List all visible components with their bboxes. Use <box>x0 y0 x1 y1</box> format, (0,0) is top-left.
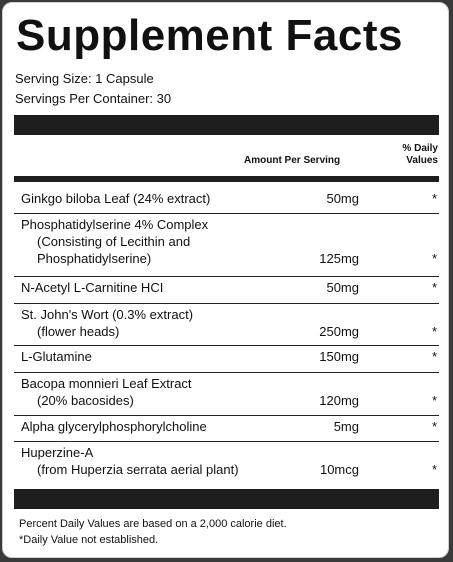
row-divider <box>14 345 439 346</box>
ingredient-amount: 10mcg <box>319 462 359 477</box>
ingredient-name-line: St. John's Wort (0.3% extract) <box>21 307 194 322</box>
row-divider <box>14 441 439 442</box>
bottom-thick-bar <box>14 489 439 509</box>
footnote-percent-dv: Percent Daily Values are based on a 2,000 calorie diet. <box>19 518 287 530</box>
ingredient-amount: 5mg <box>333 419 359 434</box>
ingredient-daily-value: * <box>431 393 437 408</box>
ingredient-amount: 150mg <box>319 349 359 364</box>
panel-title: Supplement Facts <box>16 11 403 60</box>
ingredient-row <box>14 375 439 418</box>
amount-per-serving-header: Amount Per Serving <box>244 155 341 166</box>
ingredient-amount: 50mg <box>326 280 359 295</box>
ingredient-name <box>21 306 193 340</box>
ingredient-name-line: Phosphatidylserine 4% Complex <box>21 217 209 232</box>
ingredient-name <box>21 375 192 409</box>
ingredient-amount: 120mg <box>319 393 359 408</box>
ingredient-name <box>21 348 92 365</box>
supplement-facts-panel <box>2 2 449 558</box>
ingredient-name-line: (flower heads) <box>37 324 120 339</box>
ingredient-row <box>14 279 439 306</box>
ingredient-name <box>21 444 239 478</box>
row-divider <box>14 303 439 304</box>
daily-values-header <box>402 143 438 167</box>
servings-per-container: Servings Per Container: 30 <box>15 91 172 106</box>
ingredient-name-line: (Consisting of Lecithin and <box>37 234 191 249</box>
ingredient-name-line: (from Huperzia serrata aerial plant) <box>37 462 239 477</box>
ingredient-name <box>21 279 163 296</box>
ingredient-amount: 250mg <box>319 324 359 339</box>
ingredient-daily-value: * <box>431 419 437 434</box>
ingredient-daily-value: * <box>431 324 437 339</box>
ingredient-daily-value: * <box>431 462 437 477</box>
footnote-dv-not-established: *Daily Value not established. <box>19 534 159 546</box>
ingredient-row <box>14 306 439 348</box>
ingredient-name <box>21 216 208 267</box>
ingredient-amount: 50mg <box>326 191 359 206</box>
ingredient-name-line: Bacopa monnieri Leaf Extract <box>21 376 192 391</box>
row-divider <box>14 276 439 277</box>
ingredient-name-line: Alpha glycerylphosphorylcholine <box>21 419 207 434</box>
ingredient-row <box>14 348 439 375</box>
daily-values-header-line2: Values <box>406 155 438 166</box>
ingredient-daily-value: * <box>431 251 437 266</box>
row-divider <box>14 213 439 214</box>
row-divider <box>14 372 439 373</box>
ingredient-amount: 125mg <box>319 251 359 266</box>
ingredient-name-line: N-Acetyl L-Carnitine HCI <box>21 280 164 295</box>
header-thick-rule <box>14 176 439 182</box>
ingredient-name <box>21 418 207 435</box>
ingredient-name <box>21 190 210 207</box>
ingredient-daily-value: * <box>431 280 437 295</box>
ingredient-row <box>14 444 439 489</box>
ingredient-name-line: Phosphatidylserine) <box>37 251 152 266</box>
ingredient-row <box>14 216 439 279</box>
ingredient-daily-value: * <box>431 191 437 206</box>
ingredient-name-line: Huperzine-A <box>21 445 94 460</box>
ingredient-name-line: Ginkgo biloba Leaf (24% extract) <box>21 191 211 206</box>
ingredient-name-line: L-Glutamine <box>21 349 92 364</box>
daily-values-header-line1: % Daily <box>402 143 438 154</box>
ingredient-name-line: (20% bacosides) <box>37 393 134 408</box>
top-thick-bar <box>14 115 439 135</box>
ingredient-daily-value: * <box>431 349 437 364</box>
serving-size: Serving Size: 1 Capsule <box>15 71 154 86</box>
row-divider <box>14 415 439 416</box>
